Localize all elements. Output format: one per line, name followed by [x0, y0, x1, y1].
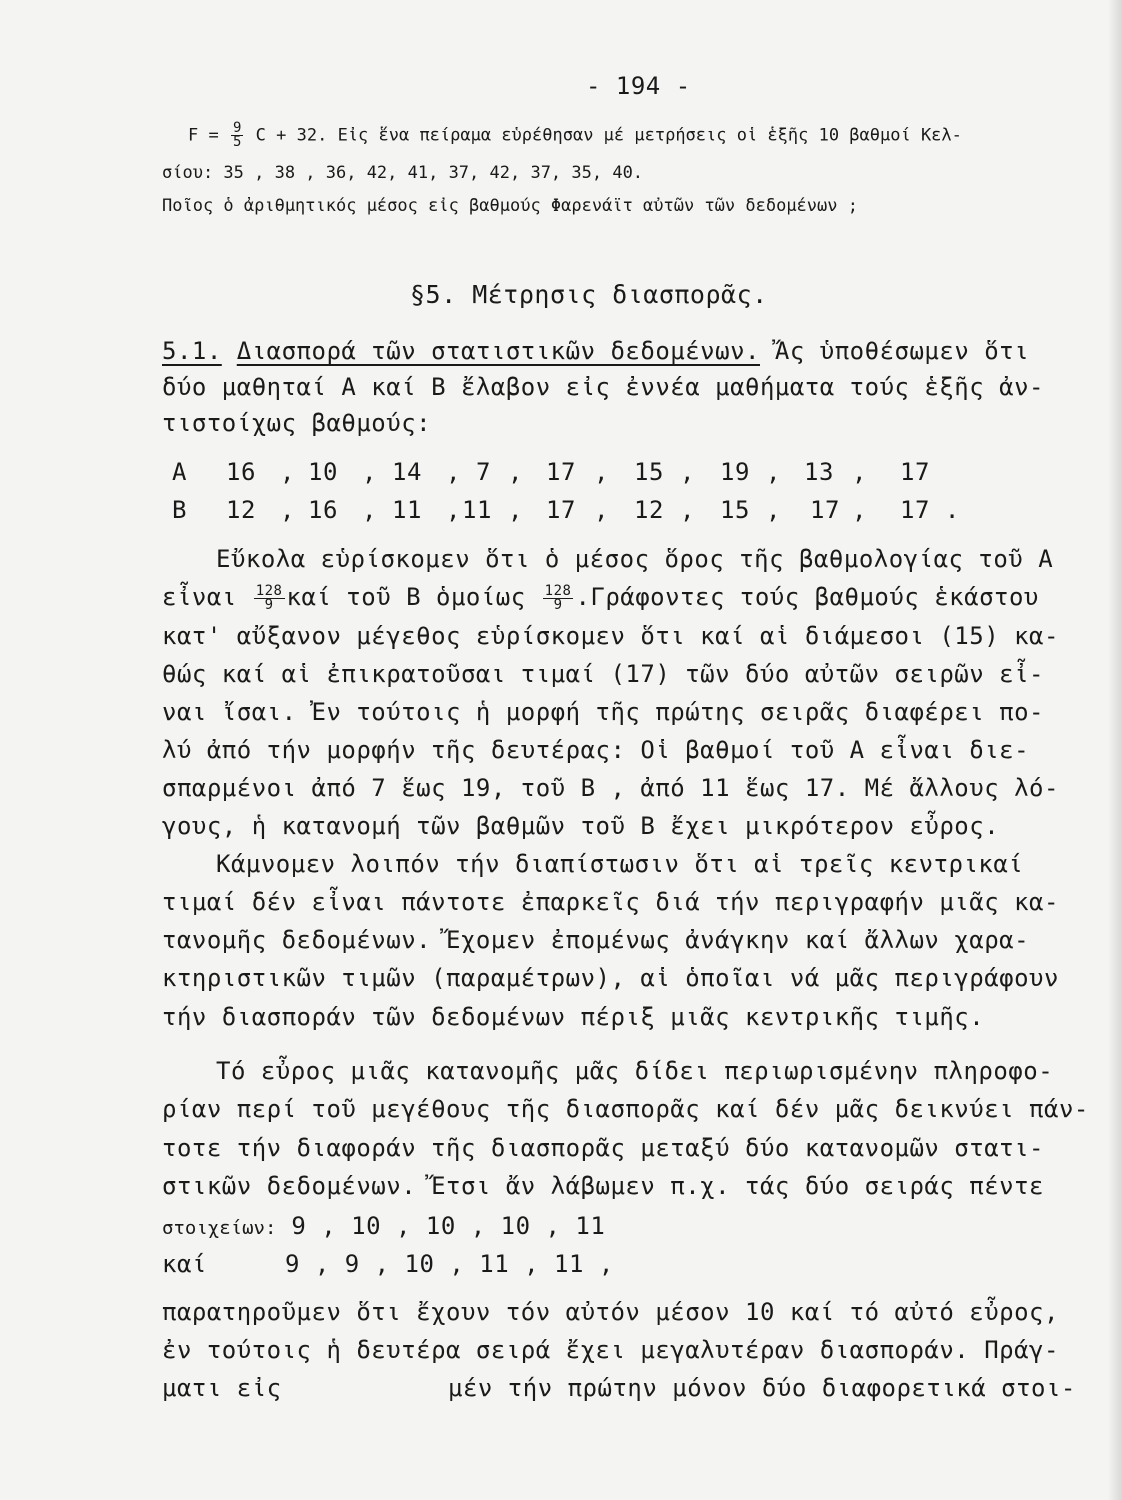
- para1-l5: ναι ἴσαι. Ἐν τούτοις ἡ μορφή τῆς πρώτης σειρᾶς διαφέρει πο-: [162, 698, 1045, 726]
- para2-l5: τήν διασποράν τῶν δεδομένων πέριξ μιᾶς κεντρικῆς τιμῆς.: [162, 1003, 985, 1031]
- grade-b-sep-8: ,: [852, 496, 867, 524]
- subsection-line1: [162, 337, 1029, 365]
- grade-a-sep-5: ,: [594, 458, 609, 486]
- para1-l2a: εἶναι: [162, 583, 237, 611]
- para3-l9a: ματι εἰς: [162, 1374, 282, 1402]
- para1-l2: [162, 583, 1039, 612]
- para1-l7: σπαρμένοι ἀπό 7 ἕως 19, τοῦ Β , ἀπό 11 ἕως 17. Μέ ἄλλους λό-: [162, 774, 1059, 802]
- para3-l8: ἐν τούτοις ἡ δευτέρα σειρά ἔχει μεγαλυτέραν διασποράν. Πράγ-: [162, 1336, 1059, 1364]
- subsection-line2: δύο μαθηταί Α καί Β ἔλαβον εἰς ἐννέα μαθήματα τούς ἑξῆς ἀν-: [162, 373, 1045, 401]
- page-number: - 194 -: [586, 72, 691, 100]
- grade-b-sep-6: ,: [680, 496, 695, 524]
- grades-row-a-label: Α: [172, 458, 187, 486]
- grade-b-sep-5: ,: [594, 496, 609, 524]
- mean-a-den: 9: [264, 596, 274, 613]
- grades-row-b-label: Β: [172, 496, 187, 524]
- intro-line3: Ποῖος ὁ ἀριθμητικός μέσος εἰς βαθμούς Φαρενάϊτ αὐτῶν τῶν δεδομένων ;: [162, 196, 858, 216]
- mean-a-num: 128: [255, 582, 283, 599]
- intro-line2: σίου: 35 , 38 , 36, 42, 41, 37, 42, 37, 35, 40.: [162, 163, 644, 183]
- mean-b-fraction: [543, 582, 574, 613]
- grade-a-1: 16: [226, 458, 256, 486]
- mean-b-num: 128: [544, 582, 572, 599]
- para3-l7: παρατηροῦμεν ὅτι ἔχουν τόν αὐτόν μέσον 10 καί τό αὐτό εὖρος,: [162, 1298, 1059, 1326]
- para3-l3: τοτε τήν διαφοράν τῆς διασπορᾶς μεταξύ δύο κατανομῶν στατι-: [162, 1134, 1045, 1162]
- grade-a-8: 13: [804, 458, 834, 486]
- grade-b-sep-2: ,: [362, 496, 377, 524]
- para2-l4: κτηριστικῶν τιμῶν (παραμέτρων), αἱ ὁποῖαι νά μᾶς περιγράφουν: [162, 964, 1059, 992]
- series-2-label: καί: [162, 1250, 207, 1278]
- grade-a-5: 17: [546, 458, 576, 486]
- para3-l4: στικῶν δεδομένων. Ἔτσι ἄν λάβωμεν π.χ. τάς δύο σειράς πέντε: [162, 1172, 1045, 1200]
- series-1-label: στοιχείων:: [162, 1217, 277, 1239]
- para1-l2b: καί τοῦ Β ὁμοίως: [286, 583, 526, 611]
- grade-b-sep-7: ,: [766, 496, 781, 524]
- grade-b-1: 12: [226, 496, 256, 524]
- para1-l3: κατ' αὔξανον μέγεθος εὑρίσκομεν ὅτι καί αἱ διάμεσοι (15) κα-: [162, 622, 1059, 650]
- grade-b-sep-1: ,: [280, 496, 295, 524]
- grade-a-sep-7: ,: [766, 458, 781, 486]
- para1-l1: Εὔκολα εὑρίσκομεν ὅτι ὁ μέσος ὅρος τῆς βαθμολογίας τοῦ Α: [216, 545, 1054, 573]
- mean-b-den: 9: [553, 596, 563, 613]
- section-title: §5. Μέτρησις διασπορᾶς.: [410, 280, 768, 309]
- para2-l1: Κάμνομεν λοιπόν τήν διαπίστωσιν ὅτι αἱ τρεῖς κεντρικαί: [216, 850, 1024, 878]
- grade-b-4: 11: [462, 496, 492, 524]
- series-2-values: 9 , 9 , 10 , 11 , 11 ,: [284, 1250, 614, 1278]
- subsection-line3: τιστοίχως βαθμούς:: [162, 409, 432, 437]
- grade-a-4: 7: [476, 458, 491, 486]
- grade-b-7: 15: [720, 496, 750, 524]
- subsection-number: 5.1.: [162, 337, 222, 365]
- grade-a-sep-4: ,: [508, 458, 523, 486]
- para3-l9: [162, 1374, 1076, 1402]
- formula-suffix: C + 32.: [255, 125, 328, 146]
- grade-a-6: 15: [634, 458, 664, 486]
- grade-b-5: 17: [546, 496, 576, 524]
- grade-a-7: 19: [720, 458, 750, 486]
- para1-l8: γους, ἡ κατανομή τῶν βαθμῶν τοῦ Β ἔχει μικρότερον εὖρος.: [162, 812, 1000, 840]
- grade-a-9: 17: [900, 458, 930, 486]
- grade-b-sep-4: ,: [508, 496, 523, 524]
- grade-a-sep-2: ,: [362, 458, 377, 486]
- para2-l3: τανομῆς δεδομένων. Ἔχομεν ἐπομένως ἀνάγκην καί ἄλλων χαρα-: [162, 926, 1030, 954]
- para3-l9b: μέν τήν πρώτην μόνον δύο διαφορετικά στοι-: [448, 1374, 1076, 1402]
- grade-b-8: 17: [810, 496, 840, 524]
- para1-l4: θώς καί αἱ ἐπικρατοῦσαι τιμαί (17) τῶν δύο αὐτῶν σειρῶν εἶ-: [162, 660, 1045, 688]
- grade-b-3: 11: [392, 496, 422, 524]
- para3-l2: ρίαν περί τοῦ μεγέθους τῆς διασπορᾶς καί δέν μᾶς δεικνύει πάν-: [162, 1095, 1089, 1123]
- para1-l6: λύ ἀπό τήν μορφήν τῆς δευτέρας: Οἱ βαθμοί τοῦ Α εἶναι διε-: [162, 736, 1030, 764]
- para3-l1: Τό εὖρος μιᾶς κατανομῆς μᾶς δίδει περιωρισμένην πληροφο-: [216, 1057, 1054, 1085]
- grade-b-6: 12: [634, 496, 664, 524]
- grade-a-2: 10: [308, 458, 338, 486]
- formula-fraction-num: 9: [232, 120, 242, 136]
- formula-fraction: [231, 122, 243, 149]
- subsection-rest: Ἄς ὑποθέσωμεν ὅτι: [759, 337, 1030, 365]
- series-1-values: 9 , 10 , 10 , 10 , 11: [291, 1212, 606, 1240]
- grade-a-sep-8: ,: [852, 458, 867, 486]
- intro-formula-line: [188, 122, 962, 149]
- para3-l6: [162, 1250, 614, 1278]
- page-edge: [1108, 0, 1122, 1500]
- grade-b-9: 17 .: [900, 496, 960, 524]
- grade-a-sep-1: ,: [280, 458, 295, 486]
- grade-a-3: 14: [392, 458, 422, 486]
- grade-b-2: 16: [308, 496, 338, 524]
- intro-line1: Εἰς ἕνα πείραμα εὑρέθησαν μέ μετρήσεις οἱ ἑξῆς 10 βαθμοί Κελ-: [337, 125, 962, 146]
- para1-l2c: .Γράφοντες τούς βαθμούς ἑκάστου: [575, 583, 1039, 611]
- grade-a-sep-6: ,: [680, 458, 695, 486]
- formula-prefix: F =: [188, 125, 219, 146]
- grade-b-sep-3: ,: [446, 496, 461, 524]
- formula-fraction-den: 5: [232, 134, 242, 150]
- para2-l2: τιμαί δέν εἶναι πάντοτε ἐπαρκεῖς διά τήν περιγραφήν μιᾶς κα-: [162, 888, 1059, 916]
- para3-l5: [162, 1212, 605, 1240]
- subsection-title: Διασπορά τῶν στατιστικῶν δεδομένων.: [236, 337, 760, 365]
- grade-a-sep-3: ,: [446, 458, 461, 486]
- mean-a-fraction: [254, 582, 285, 613]
